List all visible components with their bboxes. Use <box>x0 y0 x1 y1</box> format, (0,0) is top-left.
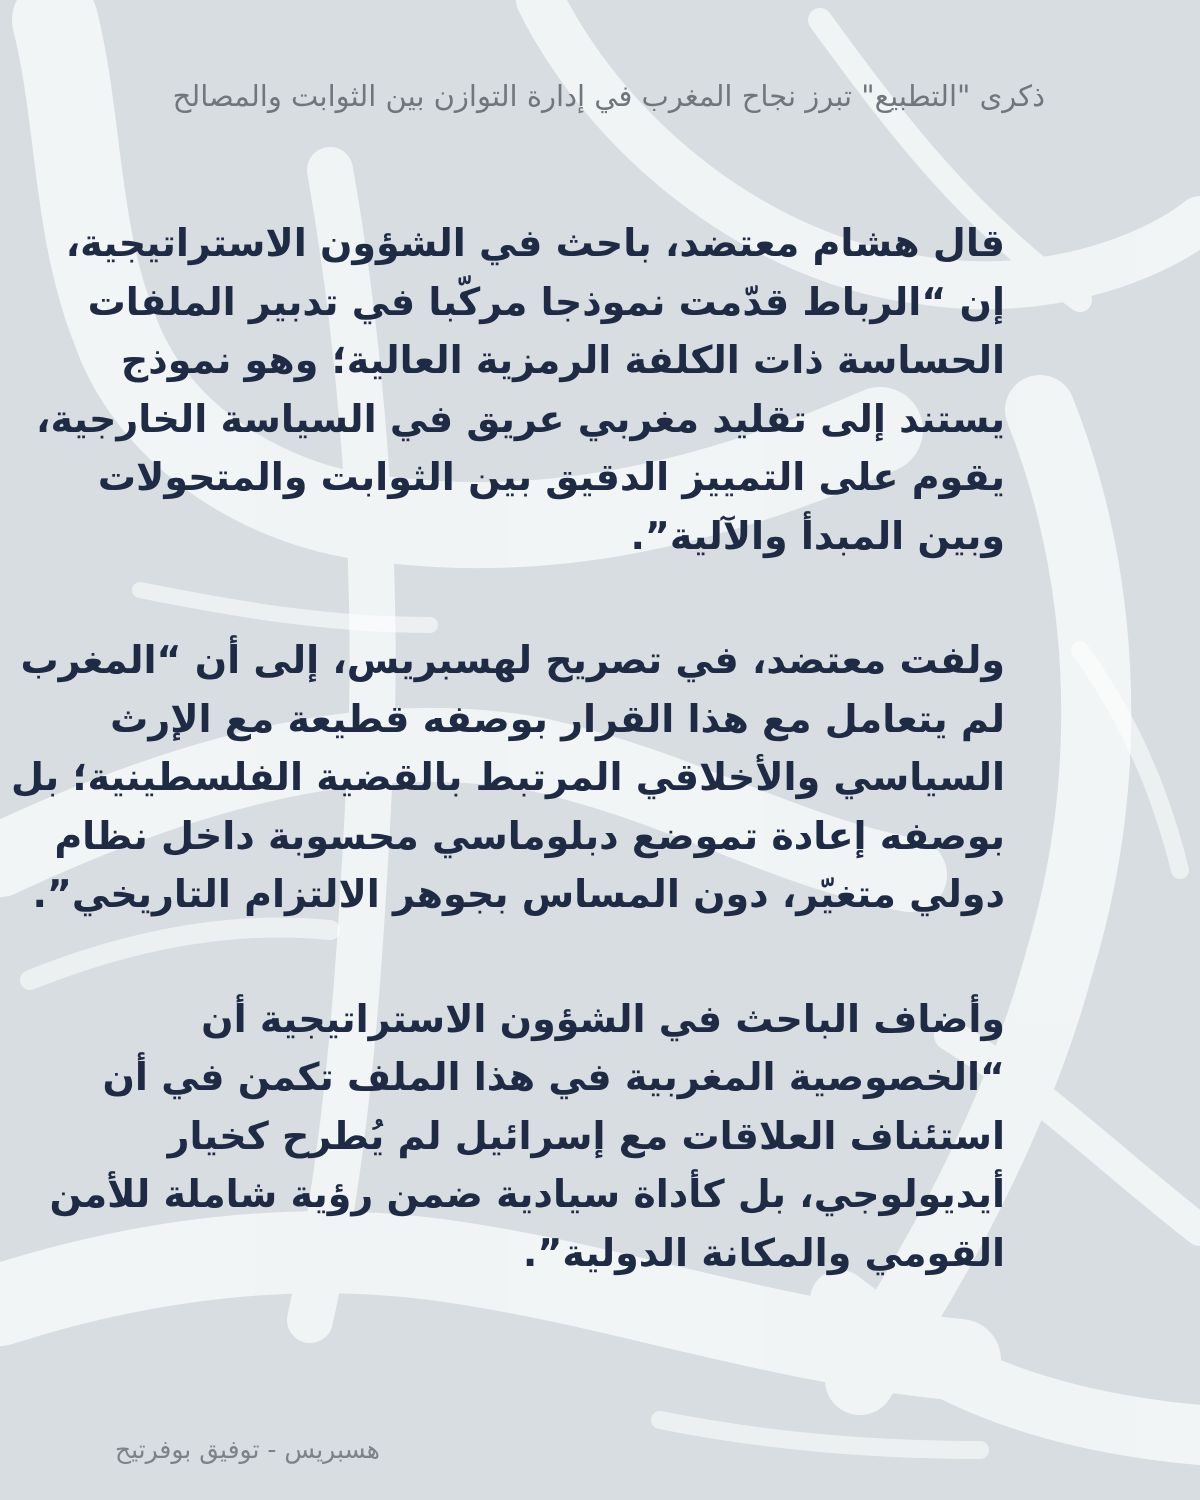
paragraph-line: الحساسة ذات الكلفة الرمزية العالية؛ وهو نموذج <box>120 338 1005 382</box>
paragraph-line: أيديولوجي، بل كأداة سيادية ضمن رؤية شاملة للأمن <box>49 1172 1005 1216</box>
paragraph-line: السياسي والأخلاقي المرتبط بالقضية الفلسطينية؛ بل <box>10 755 1005 799</box>
footer-credit: هسبريس - توفيق بوفرتيح <box>115 1435 380 1464</box>
paragraph-line: القومي والمكانة الدولية”. <box>522 1230 1005 1275</box>
paragraph-line: وأضاف الباحث في الشؤون الاستراتيجية أن <box>201 996 1005 1041</box>
paragraph <box>36 214 1005 565</box>
paragraph-line: بوصفه إعادة تموضع دبلوماسي محسوبة داخل نظام <box>54 813 1005 858</box>
paragraph <box>49 990 1005 1283</box>
paragraph-line: قال هشام معتضد، باحث في الشؤون الاستراتيجية، <box>65 221 1005 265</box>
header-title: ذكرى "التطبيع" تبرز نجاح المغرب في إدارة التوازن بين الثوابت والمصالح <box>172 79 1045 113</box>
article-body <box>10 214 1005 1282</box>
paragraph-line: ولفت معتضد، في تصريح لهسبريس، إلى أن “المغرب <box>20 638 1005 682</box>
paragraph <box>10 631 1005 924</box>
paragraph-line: يستند إلى تقليد مغربي عريق في السياسة الخارجية، <box>36 396 1005 441</box>
paragraph-line: استئناف العلاقات مع إسرائيل لم يُطرح كخيار <box>167 1113 1005 1158</box>
paragraph-line: يقوم على التمييز الدقيق بين الثوابت والمتحولات <box>97 455 1005 499</box>
paragraph-line: دولي متغيّر، دون المساس بجوهر الالتزام التاريخي”. <box>32 872 1005 916</box>
paragraph-line: “الخصوصية المغربية في هذا الملف تكمن في أن <box>102 1055 1005 1099</box>
paragraph-line: إن “الرباط قدّمت نموذجا مركّبا في تدبير الملفات <box>87 279 1005 324</box>
paragraph-line: وبين المبدأ والآلية”. <box>630 513 1005 558</box>
paragraph-line: لم يتعامل مع هذا القرار بوصفه قطيعة مع الإرث <box>110 696 1005 741</box>
